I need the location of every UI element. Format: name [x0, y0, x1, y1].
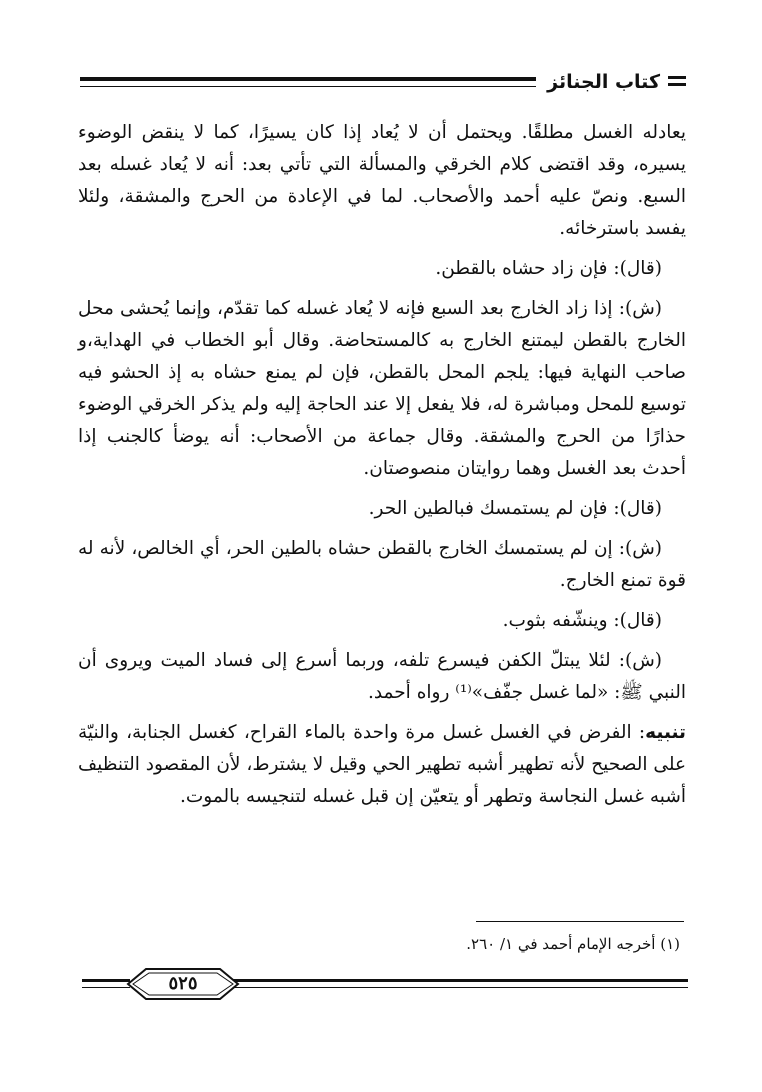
tanbih-paragraph [78, 717, 686, 813]
page-footer [82, 964, 688, 1004]
footer-rule-left [82, 979, 130, 988]
paragraph: (قال): فإن زاد حشاه بالقطن. [435, 258, 662, 279]
paragraph: (قال): فإن لم يستمسك فبالطين الحر. [368, 498, 662, 519]
paragraph: (ش): لئلا يبتلّ الكفن فيسرع تلفه، وربما أسرع إلى فساد الميت ويروى أن النبي ﷺ: «لما غسل جفّف»⁽¹⁾ رواه أحمد. [78, 650, 686, 703]
page-number-frame [124, 964, 242, 1004]
header-ornament [668, 76, 686, 86]
tanbih-text: : الفرض في الغسل غسل مرة واحدة بالماء القراح، كغسل الجنابة، والنيّة على الصحيح لأنه تطهير أشبه تطهير الحي وقيل لا يشترط، لأن المقصود التنظيف أشبه غسل النجاسة وتطهر أو يتعيّن إن قبل غسله لتنجيسه بالموت. [78, 722, 686, 807]
paragraph: يعادله الغسل مطلقًا. ويحتمل أن لا يُعاد إذا كان يسيرًا، كما لا ينقض الوضوء يسيره، وقد اقتضى كلام الخرقي والمسألة التي تأتي بعد: أنه لا يُعاد غسله بعد السبع. ونصّ عليه أحمد والأصحاب. لما في الإعادة من الحرج والمشقة، ولئلا يفسد باسترخائه. [78, 122, 686, 239]
body-text [78, 117, 686, 821]
footnote-separator [476, 921, 684, 922]
footnote: (١) أخرجه الإمام أحمد في ١/ ٢٦٠. [466, 935, 680, 953]
paragraph: (قال): وينشّفه بثوب. [502, 610, 662, 631]
paragraph: (ش): إذا زاد الخارج بعد السبع فإنه لا يُعاد غسله كما تقدّم، وإنما يُحشى محل الخارج بالقطن ليمتنع الخارج به كالمستحاضة. وقال أبو الخطاب في الهداية،و صاحب النهاية فيها: يلجم المحل بالقطن، فإن لم يمنع حشاه به إذ الحشو فيه توسيع للمحل ومباشرة له، فلا يفعل إلا عند الحاجة إليه ولم يذكر الخرقي الوضوء حذارًا من الحرج والمشقة. وقال جماعة من الأصحاب: أنه يوضأ كالجنب إذا أحدث بعد الغسل وهما روايتان منصوصتان. [78, 298, 686, 479]
footer-rule-right [232, 979, 688, 988]
header-rule [80, 77, 536, 87]
tanbih-label: تنبيه [645, 722, 686, 743]
paragraph: (ش): إن لم يستمسك الخارج بالقطن حشاه بالطين الحر، أي الخالص، لأنه له قوة تمنع الخارج. [78, 538, 686, 591]
page-number: ٥٢٥ [168, 973, 198, 994]
running-header [80, 68, 686, 98]
chapter-title: كتاب الجنائز [539, 68, 660, 96]
